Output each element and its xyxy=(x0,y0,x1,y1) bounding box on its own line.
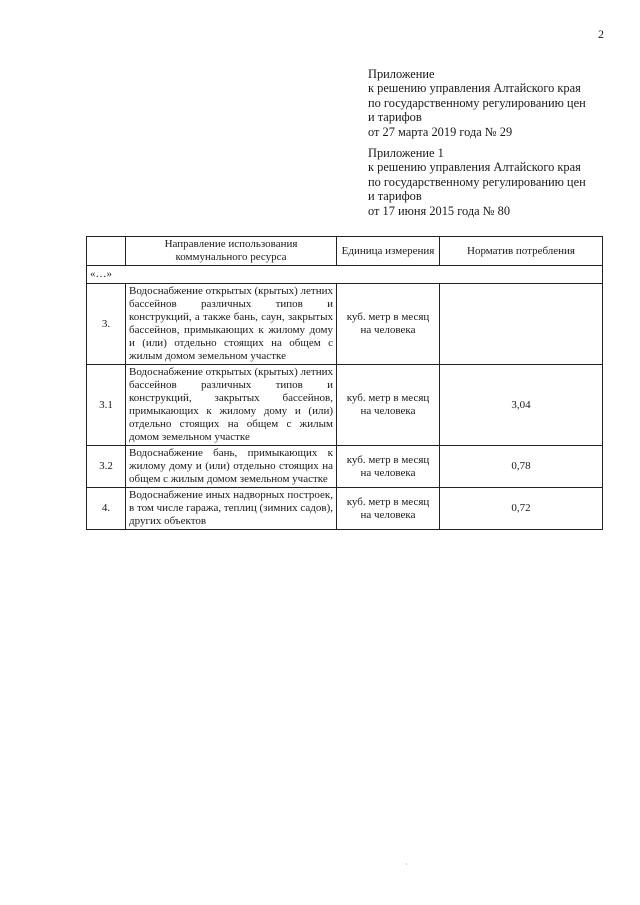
table-row xyxy=(87,365,603,446)
appendix-line: к решению управления Алтайского края xyxy=(368,160,581,175)
appendix-date-line: от 17 июня 2015 года № 80 xyxy=(368,203,511,218)
row-value: 0,72 xyxy=(440,488,603,530)
row-direction: Водоснабжение иных надворных построек, в том числе гаража, теплиц (зимних садов), других объектов xyxy=(126,488,337,530)
row-unit: куб. метр в месяц на человека xyxy=(337,446,440,488)
row-number: 3.2 xyxy=(87,446,126,488)
table-row xyxy=(87,284,603,365)
header-unit: Единица измерения xyxy=(337,237,440,266)
appendix-line: по государственному регулированию цен xyxy=(368,95,586,110)
row-unit: куб. метр в месяц на человека xyxy=(337,488,440,530)
header-direction: Направление использования коммунального ресурса xyxy=(126,237,337,266)
consumption-norms-table xyxy=(86,236,603,530)
row-direction: Водоснабжение бань, примыкающих к жилому дому и (или) отдельно стоящих на общем с жилым домом земельном участке xyxy=(126,446,337,488)
scan-speck: · xyxy=(405,860,408,869)
row-value: 3,04 xyxy=(440,365,603,446)
appendix-date-line: от 27 марта 2019 года № 29 xyxy=(368,124,513,139)
row-number: 3. xyxy=(87,284,126,365)
header-norm: Норматив потребления xyxy=(440,237,603,266)
appendix-line: и тарифов xyxy=(368,189,422,204)
row-number: 3.1 xyxy=(87,365,126,446)
appendix-line: по государственному регулированию цен xyxy=(368,174,586,189)
header-number xyxy=(87,237,126,266)
appendix-current-heading xyxy=(368,67,608,139)
continuation-row xyxy=(87,266,603,284)
row-number: 4. xyxy=(87,488,126,530)
row-unit: куб. метр в месяц на человека xyxy=(337,365,440,446)
appendix-line: к решению управления Алтайского края xyxy=(368,81,581,96)
row-direction: Водоснабжение открытых (крытых) летних бассейнов различных типов и конструкций, закрытых бассейнов, примыкающих к жилому дому и (или) отдельно стоящих на общем с жилым домом земельном участке xyxy=(126,365,337,446)
appendix-original-heading xyxy=(368,146,608,218)
appendix-line: и тарифов xyxy=(368,110,422,125)
continuation-mark: «…» xyxy=(87,266,603,284)
table-row xyxy=(87,488,603,530)
row-direction: Водоснабжение открытых (крытых) летних бассейнов различных типов и конструкций, а также бань, саун, закрытых бассейнов, примыкающих к жилому дому и (или) отдельно стоящих на общем с жилым домом земельном участке xyxy=(126,284,337,365)
appendix-line: Приложение xyxy=(368,67,435,81)
row-value xyxy=(440,284,603,365)
row-value: 0,78 xyxy=(440,446,603,488)
table-row xyxy=(87,446,603,488)
table-header-row xyxy=(87,237,603,266)
row-unit: куб. метр в месяц на человека xyxy=(337,284,440,365)
appendix-line: Приложение 1 xyxy=(368,146,444,160)
page-number: 2 xyxy=(598,27,604,41)
